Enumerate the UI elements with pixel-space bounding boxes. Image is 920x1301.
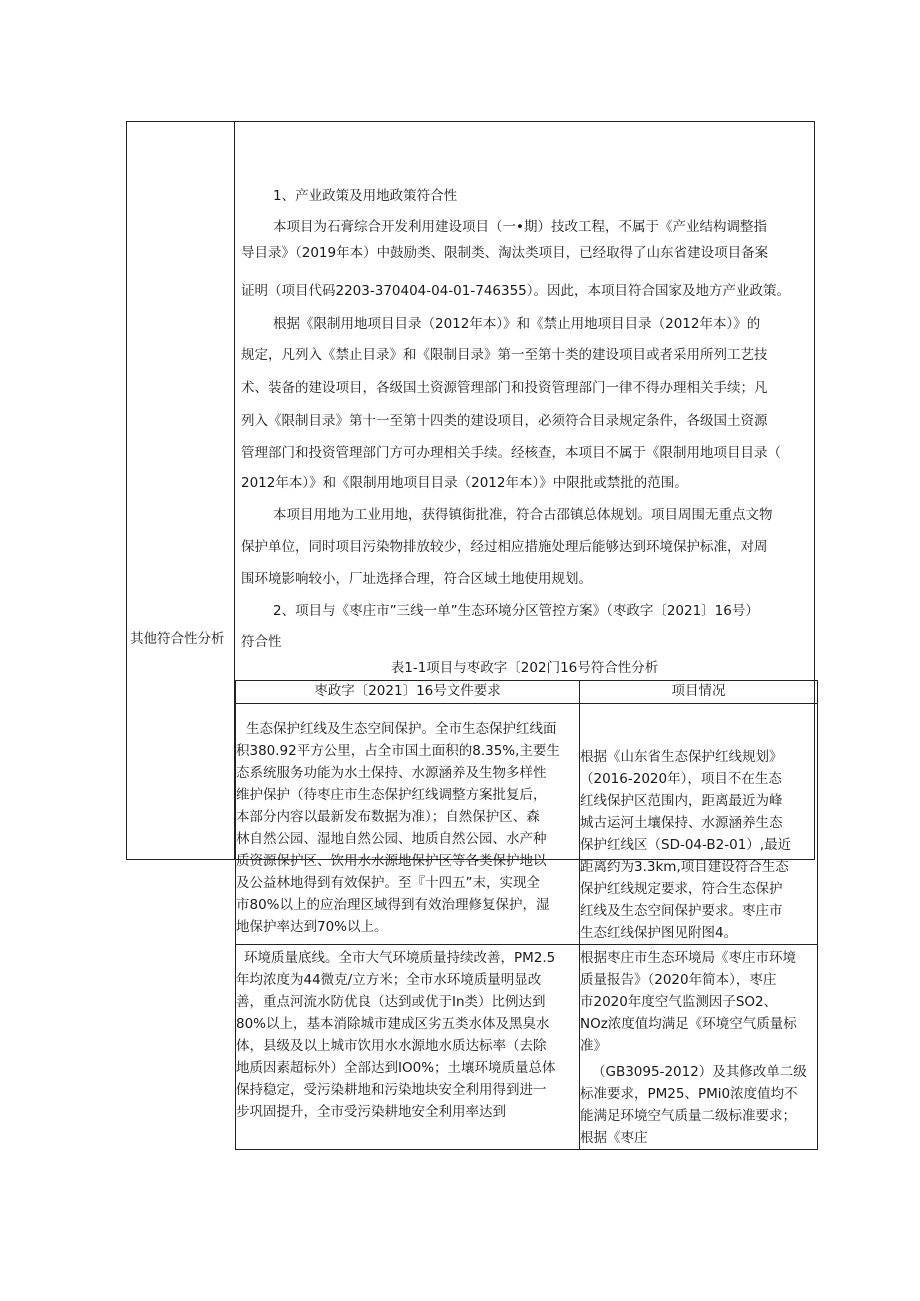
text-line: 距离约为3.3km,项目建设符合生态 bbox=[580, 859, 789, 875]
text-line: 保护红线区（SD-04-B2-01）,最近 bbox=[580, 837, 792, 853]
text-line: 能满足环境空气质量二级标准要求； bbox=[580, 1108, 796, 1124]
section1-para2-line1: 根据《限制用地项目目录（2012年本）》和《禁止用地项目目录（2012年本）》的 bbox=[273, 316, 761, 332]
header-requirement: 枣政字〔2021〕16号文件要求 bbox=[236, 681, 580, 704]
text-line: 地保护率达到70%以上。 bbox=[236, 919, 388, 935]
text-line: NOz浓度值均满足《环境空气质量标 bbox=[580, 1016, 797, 1032]
text-line: 标准要求，PM25、PMi0浓度值均不 bbox=[580, 1086, 798, 1102]
section1-heading: 1、产业政策及用地政策符合性 bbox=[273, 188, 458, 204]
section1-para2-line5: 管理部门和投资管理部门方可办理相关手续。经核查，本项目不属于《限制用地项目目录（ bbox=[241, 445, 781, 461]
text-line: （2016-2020年），项目不在生态 bbox=[580, 771, 782, 787]
category-column bbox=[127, 122, 235, 859]
table-caption: 表1-1项目与枣政字〔202门16号符合性分析 bbox=[390, 660, 659, 676]
section2-heading-line1: 2、项目与《枣庄市”三线一单”生态环境分区管控方案》（枣政字〔2021〕16号） bbox=[273, 603, 759, 619]
table-row bbox=[236, 704, 818, 945]
compliance-table bbox=[235, 680, 818, 1150]
section1-para3-line3: 围环境影响较小，厂址选择合理，符合区域土地使用规划。 bbox=[241, 571, 592, 587]
text-line: 本部分内容以最新发布数据为准）；自然保护区、森 bbox=[236, 809, 540, 825]
text-line: 质资源保护区、饮用水水源地保护区等各类保护地以 bbox=[236, 853, 547, 869]
text-line: 林自然公园、湿地自然公园、地质自然公园、水产种 bbox=[236, 831, 547, 847]
section2-heading-line2: 符合性 bbox=[241, 634, 282, 650]
text-line: 保持稳定，受污染耕地和污染地块安全利用得到进一 bbox=[236, 1082, 547, 1098]
text-line: 环境质量底线。全市大气环境质量持续改善，PM2.5 bbox=[244, 950, 556, 966]
text-line: 善，重点河流水防优良（达到或优于In类）比例达到 bbox=[236, 994, 546, 1010]
text-line: 生态保护红线及生态空间保护。全市生态保护红线面 bbox=[246, 721, 557, 737]
text-line: 根据《山东省生态保护红线规划》 bbox=[580, 749, 783, 765]
section1-para2-line3: 术、装备的建设项目，各级国土资源管理部门和投资管理部门一律不得办理相关手续；凡 bbox=[241, 380, 768, 396]
text-line: 生态红线保护图见附图4。 bbox=[580, 925, 738, 941]
text-line: 维护保护（待枣庄市生态保护红线调整方案批复后， bbox=[236, 787, 547, 803]
text-line: 城古运河土壤保持、水源涵养生态 bbox=[580, 815, 783, 831]
section1-para2-line4: 列入《限制目录》第十一至第十四类的建设项目，必须符合目录规定条件，各级国土资源 bbox=[241, 413, 768, 429]
text-line: 红线保护区范围内，距离最近为峰 bbox=[580, 793, 783, 809]
text-line: 准》 bbox=[580, 1038, 607, 1054]
text-line: 体，县级及以上城市饮用水水源地水质达标率（去除 bbox=[236, 1038, 547, 1054]
text-line: 地质因素超标外）全部达到IO0%；土壤环境质量总体 bbox=[236, 1060, 556, 1076]
text-line: （GB3095-2012）及其修改单二级 bbox=[592, 1064, 807, 1080]
requirement-cell-ecology bbox=[236, 704, 580, 945]
form-table bbox=[126, 121, 815, 1146]
text-line: 态系统服务功能为水土保持、水源涵养及生物多样性 bbox=[236, 765, 547, 781]
section1-para1-line2: 导目录》（2019年本）中鼓励类、限制类、淘汰类项目，已经取得了山东省建设项目备案 bbox=[241, 245, 769, 261]
category-label: 其他符合性分析 bbox=[130, 631, 225, 647]
text-line: 积380.92平方公里，占全市国土面积的8.35%,主要生 bbox=[236, 743, 560, 759]
text-line: 市80%以上的应治理区域得到有效治理修复保护，湿 bbox=[236, 897, 550, 913]
text-line: 质量报告》（2020年简本），枣庄 bbox=[580, 972, 777, 988]
requirement-cell-environment bbox=[236, 945, 580, 1150]
text-line: 80%以上，基本消除城市建成区劣五类水体及黑臭水 bbox=[236, 1016, 550, 1032]
text-line: 及公益林地得到有效保护。至『十四五”末，实现全 bbox=[236, 875, 540, 891]
text-line: 红线及生态空间保护要求。枣庄市 bbox=[580, 903, 783, 919]
section1-para2-line2: 规定，凡列入《禁止目录》和《限制目录》第一至第十类的建设项目或者采用所列工艺技 bbox=[241, 347, 768, 363]
text-line: 保护红线规定要求，符合生态保护 bbox=[580, 881, 783, 897]
table-row bbox=[236, 945, 818, 1150]
text-line: 年均浓度为44微克/立方米；全市水环境质量明显改 bbox=[236, 972, 542, 988]
section1-para1-line1: 本项目为石膏综合开发利用建设项目（一•期）技改工程，不属于《产业结构调整指 bbox=[273, 219, 767, 235]
section1-para3-line2: 保护单位，同时项目污染物排放较少，经过相应措施处理后能够达到环境保护标准，对周 bbox=[241, 539, 768, 555]
header-situation: 项目情况 bbox=[580, 681, 818, 704]
text-line: 根据《枣庄 bbox=[580, 1130, 648, 1146]
section1-para3-line1: 本项目用地为工业用地，获得镇街批准，符合古邵镇总体规划。项目周围无重点文物 bbox=[273, 507, 773, 523]
text-line: 市2020年度空气监测因子SO2、 bbox=[580, 994, 778, 1010]
text-line: 根据枣庄市生态环境局《枣庄市环境 bbox=[580, 950, 796, 966]
situation-cell-ecology bbox=[580, 704, 818, 945]
section1-para2-line6: 2012年本）》和《限制用地项目目录（2012年本）》中限批或禁批的范围。 bbox=[241, 475, 688, 491]
table-header-row bbox=[236, 681, 818, 704]
text-line: 步巩固提升，全市受污染耕地安全利用率达到 bbox=[236, 1104, 506, 1120]
section1-para1-line3: 证明（项目代码2203-370404-04-01-746355）。因此，本项目符合国家及地方产业政策。 bbox=[241, 283, 791, 299]
situation-cell-environment bbox=[580, 945, 818, 1150]
